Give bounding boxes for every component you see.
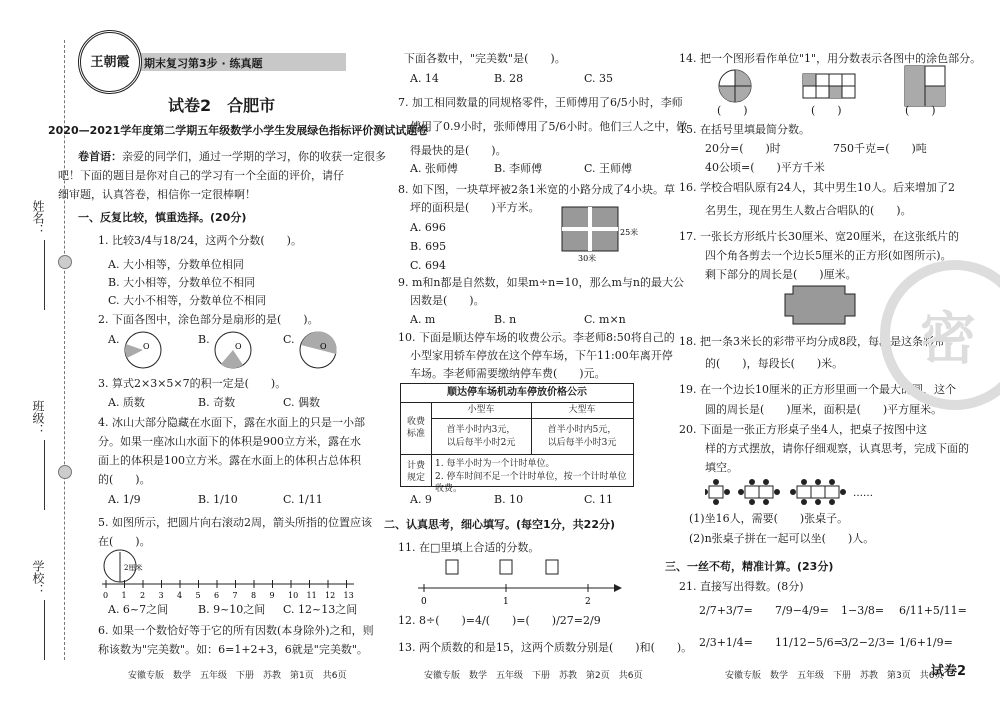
question-9: 因数是( )。 (410, 294, 485, 307)
answer-blank[interactable]: ( ) (905, 104, 936, 117)
question-17: 17. 一张长方形纸片长30厘米、宽20厘米，在这张纸片的 (679, 230, 959, 243)
question-20: 样的方式摆放，请你仔细观察，认真思考，完成下面的 (705, 442, 969, 455)
banner-text: 期末复习第3步 · 练真题 (144, 57, 263, 70)
ruler-tick-label: 4 (177, 591, 183, 600)
ruler-tick-label: 5 (195, 591, 201, 600)
question-18: 18. 把一条3米长的彩带平均分成8段，每段是这条彩带 (679, 335, 945, 348)
name-label: 姓名： (31, 200, 45, 236)
section-1-title: 一、反复比较，慎重选择。(20分) (78, 211, 247, 224)
school-label: 学校： (31, 560, 45, 596)
paper-tag: 试卷2 (931, 664, 967, 679)
question-6-cont: 下面各数中，"完美数"是( )。 (404, 52, 566, 65)
question-7: 7. 加工相同数量的同规格零件，王师傅用了6/5小时，李师 (398, 96, 683, 109)
svg-text:O: O (320, 342, 327, 351)
option[interactable]: C. m×n (584, 313, 626, 326)
grid-figure (801, 72, 861, 102)
fill-line[interactable]: 750千克=( )吨 (833, 142, 927, 155)
option[interactable]: C. 11 (584, 493, 614, 506)
ruler-tick-label: 9 (269, 591, 275, 600)
ruler-note: 2厘米 (124, 564, 143, 572)
ellipsis: …… (853, 488, 873, 499)
small-car-rule: 以后每半小时2元 (446, 438, 516, 448)
option[interactable]: B. 28 (494, 72, 524, 85)
ruler-tick-label: 0 (103, 591, 109, 600)
option[interactable]: A. 大小相等，分数单位相同 (108, 258, 244, 271)
ruler-tick-label: 6 (214, 591, 220, 600)
number-line (414, 556, 624, 608)
question-1: 1. 比较3/4与18/24，这两个分数( )。 (98, 234, 302, 247)
question-4: 分。如果一座冰山水面下的体积是900立方米，露在水 (98, 435, 361, 448)
brand-logo (78, 30, 142, 94)
option[interactable]: A. m (410, 313, 436, 326)
question-11: 11. 在□里填上合适的分数。 (398, 541, 540, 554)
question-17: 剩下部分的周长是( )厘米。 (705, 268, 857, 281)
small-car-rule: 首半小时内3元， (446, 425, 516, 435)
col-small-car: 小型车 (467, 405, 495, 415)
ruler-tick-label: 1 (121, 591, 127, 600)
option[interactable]: B. 1/10 (198, 493, 238, 506)
binding-hole (58, 255, 72, 269)
option[interactable]: B. 奇数 (198, 396, 236, 409)
question-2: 2. 下面各图中，涂色部分是扇形的是( )。 (98, 313, 319, 326)
name-field[interactable] (44, 240, 45, 310)
option[interactable]: A. 14 (410, 72, 439, 85)
answer-box (500, 560, 512, 574)
option[interactable]: B. 李师傅 (494, 162, 543, 175)
calc-item[interactable]: 11/12−5/6= (775, 636, 843, 649)
question-20: 填空。 (705, 461, 738, 474)
option[interactable]: A. 质数 (108, 396, 145, 409)
header-banner (134, 53, 346, 71)
calc-item[interactable]: 1/6+1/9= (899, 636, 953, 649)
square-figure (903, 64, 947, 108)
option[interactable]: B. 9~10之间 (198, 603, 266, 616)
circle-figure-c (298, 330, 338, 370)
option[interactable]: C. 694 (410, 259, 447, 272)
section-3-title: 三、一丝不苟，精准计算。(23分) (665, 560, 834, 573)
option[interactable]: B. 大小相等，分数单位不相同 (108, 276, 256, 289)
question-4: 的( )。 (98, 473, 151, 486)
question-7: 傅用了0.9小时，张师傅用了5/6小时。他们三人之中，做 (410, 120, 688, 133)
page-footer: 安徽专版 数学 五年级 下册 苏教 第2页 共6页 (424, 671, 643, 681)
question-10: 车场。李老师需要缴纳停车费( )元。 (410, 367, 606, 380)
question-20-b: (2)n张桌子拼在一起可以坐( )人。 (689, 532, 875, 545)
calc-item[interactable]: 2/3+1/4= (699, 636, 753, 649)
table-title: 顺达停车场机动车停放价格公示 (401, 384, 633, 403)
question-9: 9. m和n都是自然数，如果m÷n=10，那么m与n的最大公 (398, 276, 684, 289)
question-12: 12. 8÷( )=4/( )=( )/27=2/9 (398, 614, 601, 627)
option[interactable]: C. 1/11 (283, 493, 323, 506)
lawn-height: 25米 (620, 228, 639, 237)
large-car-rule: 以后每半小时3元 (547, 438, 617, 448)
question-6: 称该数为"完美数"。如：6=1+2+3，6就是"完美数"。 (98, 643, 368, 656)
number-line-label: 1 (503, 597, 509, 607)
fill-line[interactable]: 40公顷=( )平方千米 (705, 161, 825, 174)
calc-item[interactable]: 2/7+3/7= (699, 604, 753, 617)
ruler-tick-label: 12 (325, 591, 336, 600)
logo-text: 王朝霞 (90, 55, 130, 70)
billing-rule: 1. 每半小时为一个计时单位。 (435, 459, 555, 469)
question-10: 10. 下面是顺达停车场的收费公示。李老师8:50将自己的 (398, 331, 675, 344)
question-19: 19. 在一个边长10厘米的正方形里画一个最大的圆，这个 (679, 383, 956, 396)
parking-fee-table (400, 383, 634, 494)
number-line-label: 2 (585, 597, 591, 607)
option[interactable]: C. 大小不相等，分数单位不相同 (108, 294, 267, 307)
option[interactable]: B. 695 (410, 240, 447, 253)
question-15: 15. 在括号里填最简分数。 (679, 123, 810, 136)
option[interactable]: A. 6~7之间 (108, 603, 169, 616)
intro-line: 细审题，认真答卷，相信你一定很棒啊！ (58, 188, 256, 201)
calc-item[interactable]: 1−3/8= (841, 604, 885, 617)
option[interactable]: C. 王师傅 (584, 162, 633, 175)
intro-line: 卷首语：亲爱的同学们，通过一学期的学习，你的收获一定很多 (78, 150, 386, 163)
ruler-tick-label: 2 (140, 591, 146, 600)
question-4: 面上的体积是100立方米。露在水面上的体积占总体积 (98, 454, 361, 467)
ruler-tick-label: 10 (288, 591, 299, 600)
intro-lead: 卷首语： (78, 150, 122, 163)
question-13: 13. 两个质数的和是15，这两个质数分别是( )和( )。 (398, 641, 693, 654)
ruler-tick-label: 11 (306, 591, 317, 600)
option[interactable]: B. 10 (494, 493, 524, 506)
col-large-car: 大型车 (568, 405, 596, 415)
option[interactable]: A. 9 (410, 493, 432, 506)
question-6: 6. 如果一个数恰好等于它的所有因数(本身除外)之和，则 (98, 624, 374, 637)
lawn-width: 30米 (578, 254, 597, 263)
ruler-tick-label: 3 (158, 591, 164, 600)
answer-box (546, 560, 558, 574)
question-3: 3. 算式2×3×5×7的积一定是( )。 (98, 377, 287, 390)
question-16: 16. 学校合唱队原有24人，其中男生10人。后来增加了2 (679, 181, 955, 194)
fill-line[interactable]: 20分=( )时 (705, 142, 781, 155)
option[interactable]: B. (198, 333, 210, 346)
question-16: 名男生，现在男生人数占合唱队的( )。 (705, 204, 912, 217)
question-5: 5. 如图所示，把圆片向右滚动2周，箭头所指的位置应该 (98, 516, 372, 529)
page-footer: 安徽专版 数学 五年级 下册 苏教 第3页 共6页 (725, 671, 944, 681)
fee-label: 收费标准 (406, 417, 425, 439)
question-8: 8. 如下图，一块草坪被2条1米宽的小路分成了4小块。草 (398, 183, 675, 196)
question-18: 的( )，每段长( )米。 (705, 357, 844, 370)
circle-figure-a (123, 330, 163, 370)
number-line-label: 0 (421, 597, 427, 607)
svg-text:O: O (143, 342, 150, 351)
ruler-figure (102, 548, 362, 604)
class-label: 班级： (31, 400, 45, 436)
option[interactable]: C. 偶数 (283, 396, 321, 409)
pie-figure (717, 68, 753, 104)
ruler-tick-label: 13 (343, 591, 354, 600)
ruler-tick-label: 7 (232, 591, 238, 600)
question-20: 20. 下面是一张正方形桌子坐4人，把桌子按图中这 (679, 423, 927, 436)
question-5: 在( )。 (98, 535, 151, 548)
page-footer: 安徽专版 数学 五年级 下册 苏教 第1页 共6页 (128, 671, 347, 681)
answer-box (446, 560, 458, 574)
question-4: 4. 冰山大部分隐藏在水面下，露在水面上的只是一小部 (98, 416, 365, 429)
question-17: 四个角各剪去一个边长5厘米的正方形(如图所示)。 (705, 249, 952, 262)
svg-text:O: O (235, 342, 242, 351)
exam-title: 试卷2 合肥市 (168, 96, 276, 115)
question-19: 圆的周长是( )厘米，面积是( )平方厘米。 (705, 403, 943, 416)
cut-paper-figure (783, 284, 857, 328)
question-8: 坪的面积是( )平方米。 (410, 201, 540, 214)
option[interactable]: C. 35 (584, 72, 614, 85)
calc-item[interactable]: 3/2−2/3= (841, 636, 895, 649)
billing-label: 计费规定 (406, 461, 425, 483)
billing-rule: 2. 停车时间不足一个计时单位，按一个计时单位收费。 (435, 472, 627, 494)
question-10: 小型家用轿车停放在这个停车场，下午11:00年离开停 (410, 349, 673, 362)
answer-blank[interactable]: ( ) (717, 104, 748, 117)
exam-subtitle: 2020—2021学年度第二学期五年级数学小学生发展绿色指标评价测试试题卷 (48, 124, 429, 137)
option[interactable]: C. (283, 333, 295, 346)
option[interactable]: A. (108, 333, 120, 346)
page-column-2 (384, 0, 693, 708)
large-car-rule: 首半小时内5元， (547, 425, 617, 435)
option[interactable]: A. 1/9 (108, 493, 141, 506)
binding-margin (0, 0, 70, 708)
lawn-figure (560, 205, 640, 265)
question-7: 得最快的是( )。 (410, 144, 507, 157)
option[interactable]: A. 张师傅 (410, 162, 458, 175)
binding-hole (58, 465, 72, 479)
stamp-text: 密 (920, 306, 976, 372)
question-20-a: (1)坐16人，需要( )张桌子。 (689, 512, 849, 525)
answer-blank[interactable]: ( ) (811, 104, 842, 117)
class-field[interactable] (44, 440, 45, 510)
option[interactable]: C. 12~13之间 (283, 603, 358, 616)
question-14: 14. 把一个图形看作单位"1"，用分数表示各图中的涂色部分。 (679, 52, 982, 65)
calc-item[interactable]: 6/11+5/11= (899, 604, 967, 617)
tables-figure (705, 476, 885, 508)
school-field[interactable] (44, 600, 45, 660)
question-21: 21. 直接写出得数。(8分) (679, 580, 804, 593)
intro-line: 吧！下面的题目是你对自己的学习有一个全面的评价，请仔 (58, 169, 344, 182)
calc-item[interactable]: 7/9−4/9= (775, 604, 829, 617)
circle-figure-b (213, 330, 253, 370)
option[interactable]: A. 696 (410, 221, 446, 234)
section-2-title: 二、认真思考，细心填写。(每空1分，共22分) (384, 518, 616, 531)
ruler-tick-label: 8 (251, 591, 257, 600)
option[interactable]: B. n (494, 313, 517, 326)
